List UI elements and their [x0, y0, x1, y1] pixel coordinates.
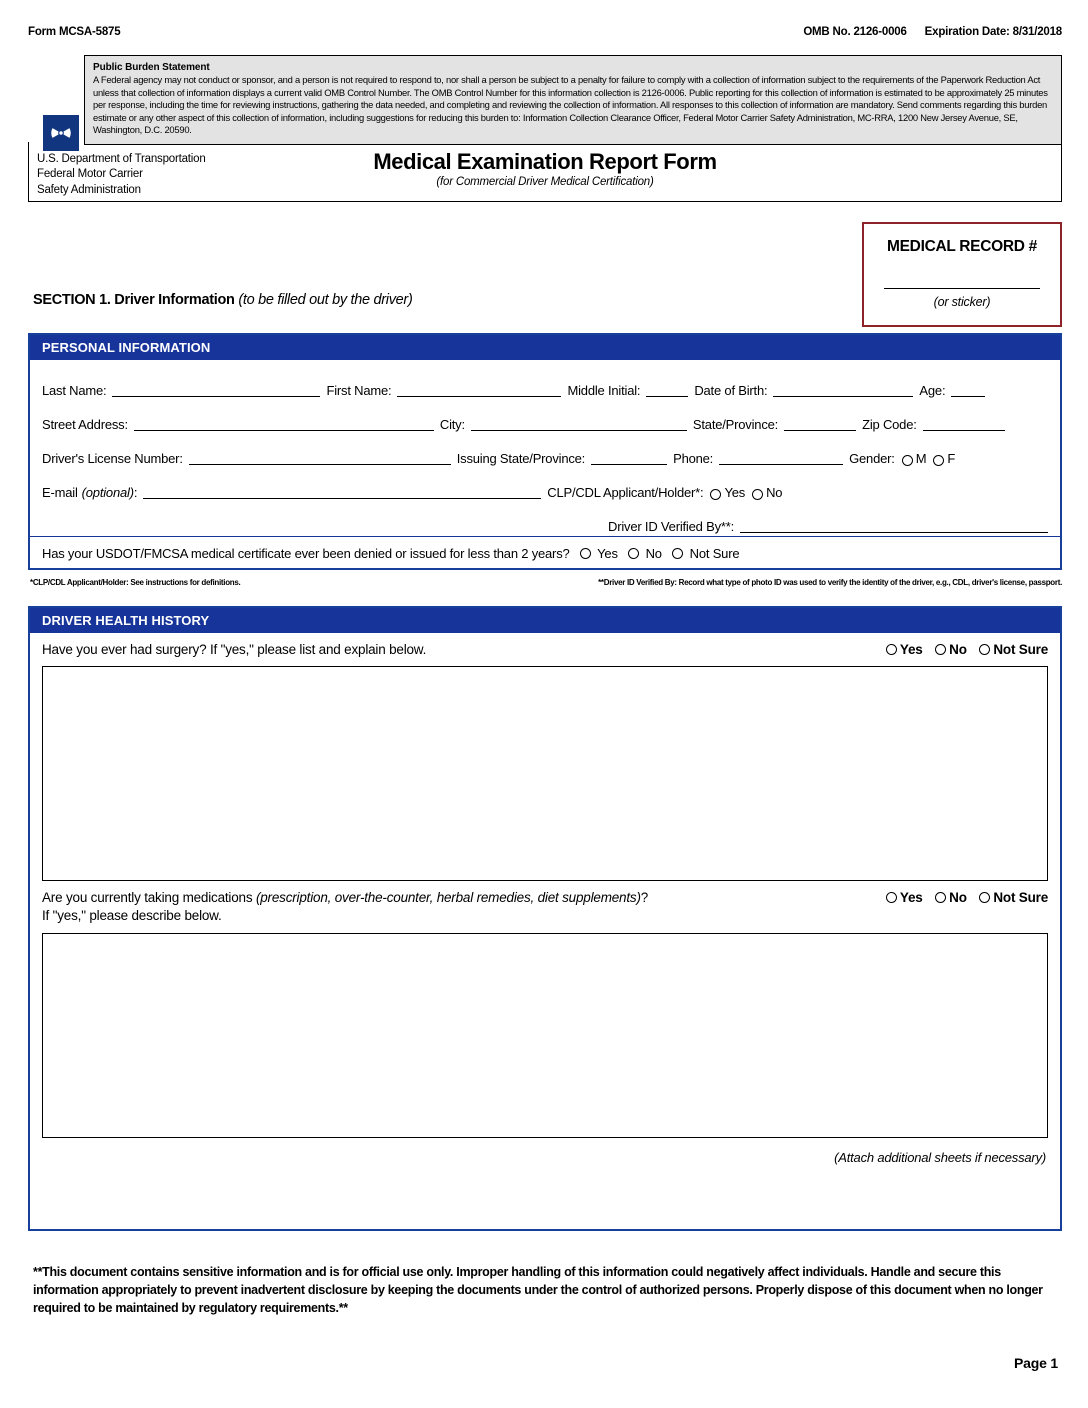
denied-no-radio[interactable] — [628, 548, 639, 559]
driver-id-verified-input[interactable] — [740, 519, 1048, 533]
email-input[interactable] — [143, 485, 541, 499]
medications-question-line2: If "yes," please describe below. — [42, 908, 222, 924]
surgery-question-row — [30, 633, 1060, 666]
surgery-answer-textarea[interactable] — [42, 666, 1048, 881]
personal-information-header: PERSONAL INFORMATION — [30, 335, 1060, 360]
medical-record-box[interactable] — [862, 222, 1062, 327]
middle-initial-input[interactable] — [646, 383, 688, 397]
street-address-label: Street Address: — [42, 417, 128, 432]
phone-input[interactable] — [719, 451, 843, 465]
first-name-input[interactable] — [397, 383, 561, 397]
gender-male-radio[interactable] — [902, 455, 913, 466]
email-label: E-mail — [42, 485, 78, 500]
public-burden-statement — [84, 55, 1062, 145]
city-label: City: — [439, 417, 465, 432]
medications-answer-textarea[interactable] — [42, 933, 1048, 1138]
row-license — [42, 432, 1048, 466]
page-number: Page 1 — [1014, 1355, 1058, 1371]
medications-question-part2: ? — [640, 890, 649, 906]
gender-male-label: M — [915, 451, 927, 466]
driver-id-verified-label: Driver ID Verified By**: — [608, 519, 734, 534]
middle-initial-label: Middle Initial: — [567, 383, 641, 398]
surgery-no-label: No — [949, 642, 967, 657]
dot-triskelion-icon — [43, 115, 79, 151]
denied-not-sure-radio[interactable] — [672, 548, 683, 559]
surgery-not-sure-label: Not Sure — [993, 642, 1048, 657]
clp-cdl-label: CLP/CDL Applicant/Holder*: — [547, 485, 704, 500]
clp-cdl-no-radio[interactable] — [752, 489, 763, 500]
medications-no-label: No — [949, 890, 967, 906]
row-address — [42, 398, 1048, 432]
page-subtitle: (for Commercial Driver Medical Certification) — [436, 176, 654, 188]
phone-label: Phone: — [673, 451, 714, 466]
burden-title: Public Burden Statement — [93, 62, 210, 73]
surgery-not-sure-radio[interactable] — [979, 644, 990, 655]
section-1-note: (to be filled out by the driver) — [238, 292, 413, 308]
clp-cdl-yes-label: Yes — [724, 485, 746, 500]
form-meta-row — [28, 26, 1062, 38]
clp-cdl-no-label: No — [766, 485, 783, 500]
license-number-input[interactable] — [189, 451, 451, 465]
footnote-clp-cdl: *CLP/CDL Applicant/Holder: See instructions for definitions. — [30, 578, 241, 587]
section-1-label: SECTION 1. Driver Information — [33, 292, 235, 308]
agency-line-3: Safety Administration — [37, 183, 141, 196]
date-of-birth-input[interactable] — [773, 383, 913, 397]
denied-yes-radio[interactable] — [580, 548, 591, 559]
medications-question-part1: Are you currently taking medications — [42, 890, 256, 906]
expiration-date: Expiration Date: 8/31/2018 — [924, 26, 1062, 38]
date-of-birth-label: Date of Birth: — [694, 383, 768, 398]
medications-question-italic: (prescription, over-the-counter, herbal remedies, diet supplements) — [255, 890, 641, 906]
medications-yes-label: Yes — [899, 890, 923, 906]
email-colon: : — [133, 485, 138, 500]
section-1-heading — [33, 292, 413, 308]
surgery-question-label: Have you ever had surgery? If "yes," please list and explain below. — [42, 642, 427, 657]
confidentiality-statement: **This document contains sensitive information and is for official use only. Improper handling of this information could negatively affect individuals. Handle and secure this information appropriately to prevent inadvertent disclosure by keeping the documents under the control of authorized persons. Properly dispose of this document when no longer required to be maintained by regulatory requirements.** — [33, 1265, 1043, 1316]
issuing-state-input[interactable] — [591, 451, 667, 465]
license-number-label: Driver's License Number: — [42, 451, 183, 466]
driver-health-history-panel — [28, 606, 1062, 1231]
denied-question-label: Has your USDOT/FMCSA medical certificate ever been denied or issued for less than 2 years? — [42, 546, 570, 561]
surgery-options — [877, 641, 1048, 659]
row-email-clp — [42, 466, 1048, 500]
denied-yes-label: Yes — [597, 546, 618, 561]
row-driver-id-verified — [42, 500, 1048, 534]
first-name-label: First Name: — [326, 383, 392, 398]
page-title: Medical Examination Report Form — [373, 149, 717, 174]
personal-information-footnotes — [30, 578, 1062, 587]
medical-record-sticker-note: (or sticker) — [933, 295, 991, 309]
medications-question-label — [42, 889, 877, 925]
row-name — [42, 364, 1048, 398]
row-denied-question — [30, 536, 1060, 561]
personal-information-panel — [28, 333, 1062, 570]
last-name-label: Last Name: — [42, 383, 107, 398]
agency-line-2: Federal Motor Carrier — [37, 168, 143, 181]
denied-not-sure-label: Not Sure — [689, 546, 740, 561]
surgery-yes-label: Yes — [899, 642, 923, 657]
last-name-input[interactable] — [112, 383, 320, 397]
omb-number: OMB No. 2126-0006 — [803, 26, 907, 38]
zip-code-label: Zip Code: — [862, 417, 917, 432]
agency-line-1: U.S. Department of Transportation — [37, 153, 206, 165]
gender-female-label: F — [947, 451, 956, 466]
medical-record-heading: MEDICAL RECORD # — [887, 238, 1037, 255]
personal-information-fields — [30, 360, 1060, 534]
denied-no-label: No — [645, 546, 662, 561]
age-input[interactable] — [951, 383, 985, 397]
medications-no-radio[interactable] — [935, 892, 946, 903]
footnote-driver-id: **Driver ID Verified By: Record what type of photo ID was used to verify the identity of the driver, e.g., CDL, driver's license, passport. — [598, 578, 1062, 587]
form-number: Form MCSA-5875 — [28, 26, 121, 38]
medications-not-sure-radio[interactable] — [979, 892, 990, 903]
medications-options — [877, 889, 1048, 907]
driver-health-history-header: DRIVER HEALTH HISTORY — [30, 608, 1060, 633]
agency-header-band — [28, 142, 1062, 202]
state-province-label: State/Province: — [692, 417, 779, 432]
medications-not-sure-label: Not Sure — [993, 890, 1048, 906]
form-title-block — [29, 149, 1061, 188]
medications-yes-radio[interactable] — [886, 892, 897, 903]
clp-cdl-yes-radio[interactable] — [710, 489, 721, 500]
attach-sheets-note: (Attach additional sheets if necessary) — [834, 1149, 1046, 1165]
street-address-input[interactable] — [134, 417, 434, 431]
medical-record-input-line[interactable] — [884, 288, 1040, 289]
medications-question-row — [30, 881, 1060, 932]
burden-body: A Federal agency may not conduct or sponsor, and a person is not required to respond to, nor shall a person be subject to a penalty for failure to comply with a collection of information subject to the requirements of the Paperwork Reduction Act unless that collection of information displays a current valid OMB Control Number. The OMB Control Number for this information collection is 2126-0006. Public reporting for this collection of information is estimated to be approximately 25 minutes per response, including the time for reviewing instructions, gathering the data needed, and completing and reviewing the collection of information. All responses to this collection of information are mandatory. Send comments regarding this burden estimate or any other aspect of this collection of information, including suggestions for reducing this burden to: Information Collection Clearance Officer, Federal Motor Carrier Safety Administration, MC-RRA, 1200 New Jersey Avenue, SE, Washington, D.C. 20590. — [93, 74, 1048, 135]
zip-code-input[interactable] — [923, 417, 1005, 431]
email-optional-note: (optional) — [81, 485, 134, 500]
state-province-input[interactable] — [784, 417, 856, 431]
surgery-yes-radio[interactable] — [886, 644, 897, 655]
city-input[interactable] — [471, 417, 687, 431]
issuing-state-label: Issuing State/Province: — [456, 451, 586, 466]
gender-label: Gender: — [849, 451, 895, 466]
age-label: Age: — [919, 383, 946, 398]
gender-female-radio[interactable] — [933, 455, 944, 466]
surgery-no-radio[interactable] — [935, 644, 946, 655]
